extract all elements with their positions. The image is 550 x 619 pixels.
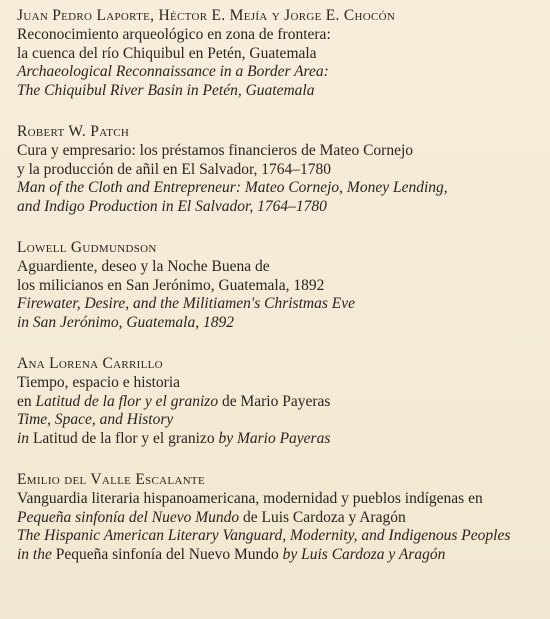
- spanish-title-line: [17, 374, 532, 393]
- english-title-line: [17, 527, 532, 546]
- title-segment: y la producción de añil en El Salvador, 1764–1780: [17, 160, 332, 178]
- title-segment: Vanguardia literaria hispanoamericana, modernidad y pueblos indígenas en: [17, 490, 483, 507]
- english-title-line: [17, 295, 532, 314]
- title-segment: Cura y empresario: los préstamos financieros de Mateo Cornejo: [17, 142, 413, 159]
- title-segment: en: [17, 392, 36, 410]
- english-title-line: [17, 546, 532, 565]
- spanish-title-line: [17, 161, 532, 180]
- english-title-line: [17, 430, 532, 449]
- title-segment: in the: [17, 545, 52, 563]
- book-title-segment: Pequeña sinfonía del Nuevo Mundo: [51, 545, 283, 563]
- title-segment: Reconocimiento arqueológico en zona de frontera:: [17, 26, 331, 43]
- article-entry: [17, 470, 532, 564]
- spanish-title-line: [17, 142, 532, 161]
- title-segment: The Chiquibul River Basin in Petén, Guatemala: [17, 81, 315, 99]
- book-title-segment: Pequeña sinfonía del Nuevo Mundo: [17, 508, 240, 526]
- title-segment: Tiempo, espacio e historia: [17, 374, 181, 391]
- english-title-line: [17, 411, 532, 430]
- title-segment: by Luis Cardoza y Aragón: [282, 545, 446, 563]
- article-author: Lowell Gudmundson: [17, 239, 157, 256]
- title-segment: Archaeological Reconnaissance in a Border Area:: [17, 63, 329, 80]
- english-title-line: [17, 63, 532, 82]
- book-title-segment: Latitud de la flor y el granizo: [29, 429, 219, 447]
- article-entry: [17, 238, 532, 332]
- title-segment: los milicianos en San Jerónimo, Guatemala, 1892: [17, 276, 325, 294]
- article-entry: [17, 122, 532, 216]
- article-author: Robert W. Patch: [17, 123, 130, 140]
- title-segment: The Hispanic American Literary Vanguard, Modernity, and Indigenous Peoples: [17, 527, 511, 544]
- article-entry: [17, 354, 532, 448]
- article-author: Emilio del Valle Escalante: [17, 471, 205, 488]
- article-entry: [17, 6, 532, 100]
- spanish-title-line: [17, 393, 532, 412]
- title-segment: by Mario Payeras: [218, 429, 331, 447]
- english-title-line: [17, 314, 532, 333]
- english-title-line: [17, 179, 532, 198]
- english-title-line: [17, 82, 532, 101]
- spanish-title-line: [17, 509, 532, 528]
- article-author: Ana Lorena Carrillo: [17, 355, 163, 372]
- title-segment: Man of the Cloth and Entrepreneur: Mateo Cornejo, Money Lending,: [17, 179, 448, 196]
- title-segment: la cuenca del río Chiquibul en Petén, Guatemala: [17, 44, 317, 62]
- title-segment: and Indigo Production in El Salvador, 1764–1780: [17, 197, 327, 215]
- title-segment: de Luis Cardoza y Aragón: [239, 508, 406, 526]
- title-segment: Time, Space, and History: [17, 411, 174, 428]
- article-author: Juan Pedro Laporte, Héctor E. Mejía y Jorge E. Chocón: [17, 7, 396, 24]
- spanish-title-line: [17, 490, 532, 509]
- title-segment: Aguardiente, deseo y la Noche Buena de: [17, 258, 270, 275]
- spanish-title-line: [17, 277, 532, 296]
- title-segment: de Mario Payeras: [218, 392, 331, 410]
- title-segment: in San Jerónimo, Guatemala, 1892: [17, 313, 234, 331]
- title-segment: Firewater, Desire, and the Militiamen's Christmas Eve: [17, 295, 355, 312]
- spanish-title-line: [17, 45, 532, 64]
- book-title-segment: Latitud de la flor y el granizo: [35, 392, 219, 410]
- spanish-title-line: [17, 26, 532, 45]
- english-title-line: [17, 198, 532, 217]
- title-segment: in: [17, 429, 30, 447]
- spanish-title-line: [17, 258, 532, 277]
